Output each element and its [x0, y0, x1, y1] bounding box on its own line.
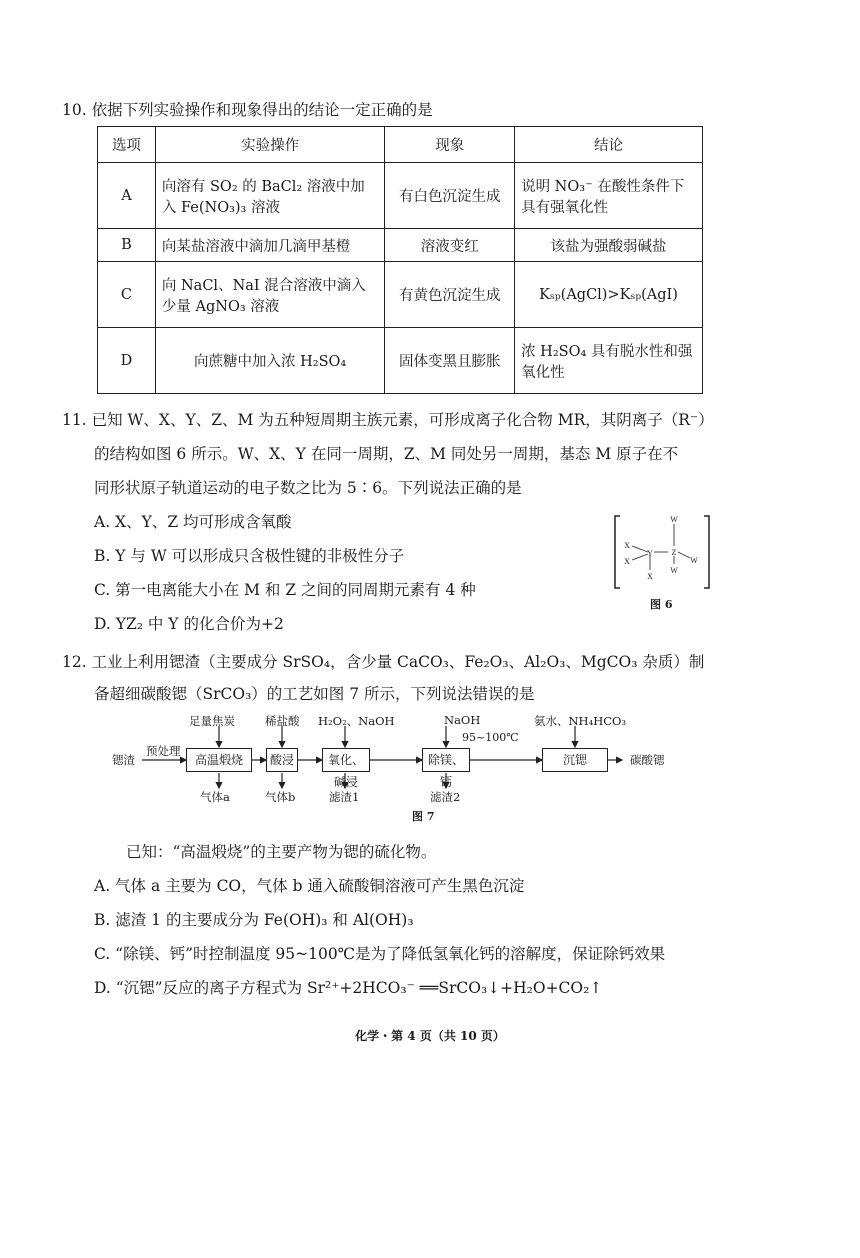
q12-option-b: B. 滤渣 1 的主要成分为 Fe(OH)₃ 和 Al(OH)₃ [94, 911, 414, 929]
q10-stem: 10. 依据下列实验操作和现象得出的结论一定正确的是 [62, 101, 433, 119]
row-option: B [98, 229, 156, 262]
q11-option-b: B. Y 与 W 可以形成只含极性键的非极性分子 [94, 547, 405, 565]
table-row [98, 328, 703, 394]
q11-option-c: C. 第一电离能大小在 M 和 Z 之间的同周期元素有 4 种 [94, 581, 476, 599]
row-conclusion: 该盐为强酸弱碱盐 [515, 229, 703, 262]
figure-6-caption: 图 6 [650, 598, 673, 611]
flow-input-h2o2-naoh: H₂O₂、NaOH [318, 714, 395, 728]
flow-step-remove-mg-ca: 除镁、钙 [422, 748, 470, 772]
table-row [98, 163, 703, 229]
atom-x-lower: X [624, 557, 630, 566]
row-option: A [98, 163, 156, 229]
header-operation: 实验操作 [155, 127, 385, 163]
flow-input-ammonia: 氨水、NH₄HCO₃ [534, 714, 627, 728]
row-phenomenon: 溶液变红 [385, 229, 515, 262]
header-phenomenon: 现象 [385, 127, 515, 163]
atom-w-top: W [670, 515, 678, 524]
row-phenomenon: 固体变黑且膨胀 [385, 328, 515, 394]
flow-start: 锶渣 [112, 753, 135, 767]
q11-stem-line1: 11. 已知 W、X、Y、Z、M 为五种短周期主族元素，可形成离子化合物 MR，其阴离子（R⁻） [62, 411, 714, 429]
row-operation: 向溶有 SO₂ 的 BaCl₂ 溶液中加入 Fe(NO₃)₃ 溶液 [155, 163, 385, 229]
q11-option-a: A. X、Y、Z 均可形成含氧酸 [94, 513, 292, 531]
figure-6-structure [612, 512, 712, 592]
q11-stem-line3: 同形状原子轨道运动的电子数之比为 5∶6。下列说法正确的是 [94, 479, 522, 497]
atom-y: Y [647, 549, 653, 558]
row-option: D [98, 328, 156, 394]
atom-x-bottom: X [647, 572, 653, 581]
row-conclusion: 说明 NO₃⁻ 在酸性条件下具有强氧化性 [515, 163, 703, 229]
flow-input-coke: 足量焦炭 [189, 714, 235, 728]
flow-output-residue-1: 滤渣1 [329, 790, 360, 804]
flow-step-calcine: 高温煅烧 [186, 748, 252, 772]
q11-option-d: D. YZ₂ 中 Y 的化合价为+2 [94, 615, 284, 633]
flow-output-residue-2: 滤渣2 [430, 790, 461, 804]
row-option: C [98, 262, 156, 328]
table-row [98, 262, 703, 328]
row-conclusion: Kₛₚ(AgCl)>Kₛₚ(AgI) [515, 262, 703, 328]
q12-note: 已知：“高温煅烧”的主要产物为锶的硫化物。 [126, 843, 437, 861]
q11-stem-line2: 的结构如图 6 所示。W、X、Y 在同一周期，Z、M 同处另一周期，基态 M 原子在不 [94, 445, 679, 463]
q12-option-c: C. “除镁、钙”时控制温度 95~100℃是为了降低氢氧化钙的溶解度，保证除钙效果 [94, 945, 666, 963]
row-phenomenon: 有黄色沉淀生成 [385, 262, 515, 328]
flow-output-gas-b: 气体b [265, 790, 296, 804]
flow-input-naoh: NaOH [444, 713, 481, 727]
flow-input-hcl: 稀盐酸 [265, 714, 300, 728]
q12-stem-line2: 备超细碳酸锶（SrCO₃）的工艺如图 7 所示，下列说法错误的是 [94, 685, 535, 703]
atom-w-right: W [690, 556, 698, 565]
row-operation: 向蔗糖中加入浓 H₂SO₄ [155, 328, 385, 394]
flow-step-oxidize: 氧化、碱浸 [322, 748, 370, 772]
flow-pretreat: 预处理 [146, 744, 181, 758]
q12-option-a: A. 气体 a 主要为 CO，气体 b 通入硫酸铜溶液可产生黑色沉淀 [94, 877, 525, 895]
flow-product: 碳酸锶 [630, 753, 665, 767]
atom-x-upper: X [624, 541, 630, 550]
atom-w-bottom: W [670, 566, 678, 575]
experiment-table [97, 126, 703, 394]
flow-temp: 95~100℃ [462, 731, 519, 744]
atom-z: Z [671, 548, 677, 557]
flow-step-acid-leach: 酸浸 [266, 748, 298, 772]
header-conclusion: 结论 [515, 127, 703, 163]
table-header-row [98, 127, 703, 163]
flow-step-precipitate-sr: 沉锶 [542, 748, 608, 772]
page-footer: 化学・第 4 页（共 10 页） [355, 1029, 505, 1043]
row-operation: 向某盐溶液中滴加几滴甲基橙 [155, 229, 385, 262]
table-row [98, 229, 703, 262]
row-phenomenon: 有白色沉淀生成 [385, 163, 515, 229]
figure-7-caption: 图 7 [412, 810, 435, 823]
flow-output-gas-a: 气体a [200, 790, 230, 804]
header-option: 选项 [98, 127, 156, 163]
row-conclusion: 浓 H₂SO₄ 具有脱水性和强氧化性 [515, 328, 703, 394]
q12-stem-line1: 12. 工业上利用锶渣（主要成分 SrSO₄，含少量 CaCO₃、Fe₂O₃、Al₂O₃、MgCO₃ 杂质）制 [62, 653, 705, 671]
q12-option-d: D. “沉锶”反应的离子方程式为 Sr²⁺+2HCO₃⁻ ══SrCO₃↓+H₂O+CO₂↑ [94, 979, 603, 997]
row-operation: 向 NaCl、NaI 混合溶液中滴入少量 AgNO₃ 溶液 [155, 262, 385, 328]
